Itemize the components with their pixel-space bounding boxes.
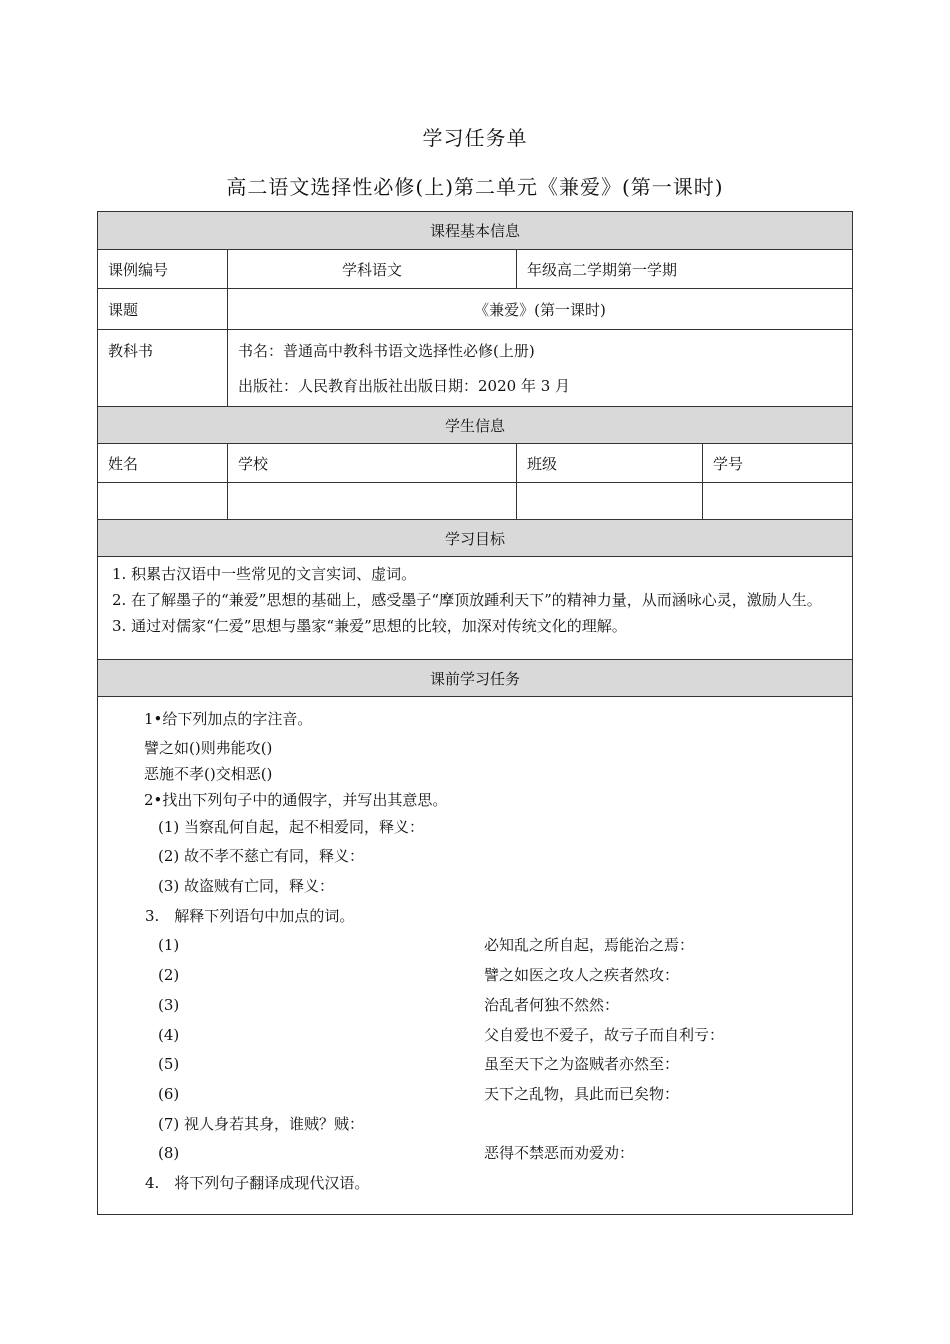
class-label: 班级 [517,444,703,483]
task-q3-num: (3) [158,995,180,1014]
task-q3-item [112,961,838,991]
textbook-cell [228,330,853,407]
course-info-header: 课程基本信息 [98,212,853,250]
task-q3-text: 虽至天下之为盗贼者亦然至： [484,1055,680,1074]
task-q2: 2•找出下列句子中的通假字，并写出其意思。 [144,790,448,809]
student-id-label: 学号 [703,444,853,483]
tasks-body [98,697,853,1215]
task-q4: 4. 将下列句子翻译成现代汉语。 [145,1173,370,1192]
task-q3-item [112,1139,838,1169]
textbook-label: 教科书 [98,330,228,407]
task-q3-item [112,931,838,961]
goal-item: 2. 在了解墨子的“兼爱”思想的基础上，感受墨子“摩顶放踵利天下”的精神力量，从而涵咏心灵，激励人生。 [112,591,822,609]
goals-list [98,557,853,660]
task-q3-text: 父自爱也不爱子，故亏子而自利亏： [484,1025,725,1044]
grade-cell: 年级高二学期第一学期 [517,250,853,289]
task-q3-num: (6) [158,1084,180,1103]
task-q3-num: (4) [158,1025,180,1044]
task-q1-line: 恶施不孝()交相恶() [144,764,273,783]
name-label: 姓名 [98,444,228,483]
name-input-cell[interactable] [98,483,228,520]
task-q3-num: (1) [158,936,180,955]
task-q3-num: (7) 视人身若其身，谁贼？贼： [158,1114,365,1133]
document-subtitle: 高二语文选择性必修(上)第二单元《兼爱》(第一课时) [226,175,724,199]
case-no-label: 课例编号 [98,250,228,289]
school-label: 学校 [228,444,517,483]
task-q3-item [112,1050,838,1080]
goal-item: 1. 积累古汉语中一些常见的文言实词、虚词。 [112,565,417,583]
task-q1: 1•给下列加点的字注音。 [144,710,313,728]
task-q3-text: 必知乱之所自起，焉能治之焉： [484,936,695,955]
task-q3-num: (8) [158,1144,180,1163]
task-q2-item: (2) 故不孝不慈亡有同，释义： [158,847,365,866]
task-q3-item [112,1021,838,1051]
class-input-cell[interactable] [517,483,703,520]
task-q3-num: (5) [158,1055,180,1074]
task-q2-item: (1) 当察乱何自起，起不相爱同，释义： [158,817,425,836]
topic-label: 课题 [98,289,228,330]
task-q3-text: 恶得不禁恶而劝爱劝： [484,1144,635,1163]
tasks-header: 课前学习任务 [98,660,853,697]
task-q3-item [112,1110,838,1140]
task-q3-text: 譬之如医之攻人之疾者然攻： [484,966,680,985]
task-q3-item [112,1080,838,1110]
book-name: 书名：普通高中教科书语文选择性必修(上册) [238,342,535,360]
task-q2-item: (3) 故盗贼有亡同，释义： [158,877,335,896]
topic-cell: 《兼爱》(第一课时) [228,289,853,330]
subject-cell: 学科语文 [228,250,517,289]
goals-header: 学习目标 [98,520,853,557]
task-q3-text: 治乱者何独不然然： [484,995,620,1014]
task-q1-line: 譬之如()则弗能攻() [144,738,273,757]
student-id-input-cell[interactable] [703,483,853,520]
school-input-cell[interactable] [228,483,517,520]
goal-item: 3. 通过对儒家“仁爱”思想与墨家“兼爱”思想的比较，加深对传统文化的理解。 [112,617,627,635]
task-q3-text: 天下之乱物，具此而已矣物： [484,1084,680,1103]
task-q3-num: (2) [158,966,180,985]
student-info-header: 学生信息 [98,407,853,444]
task-q3-item [112,991,838,1021]
publisher-info: 出版社：人民教育出版社出版日期：2020 年 3 月 [238,377,571,395]
document-title: 学习任务单 [422,126,528,150]
task-q3: 3. 解释下列语句中加点的词。 [145,906,355,925]
task-sheet-table [97,211,853,1215]
